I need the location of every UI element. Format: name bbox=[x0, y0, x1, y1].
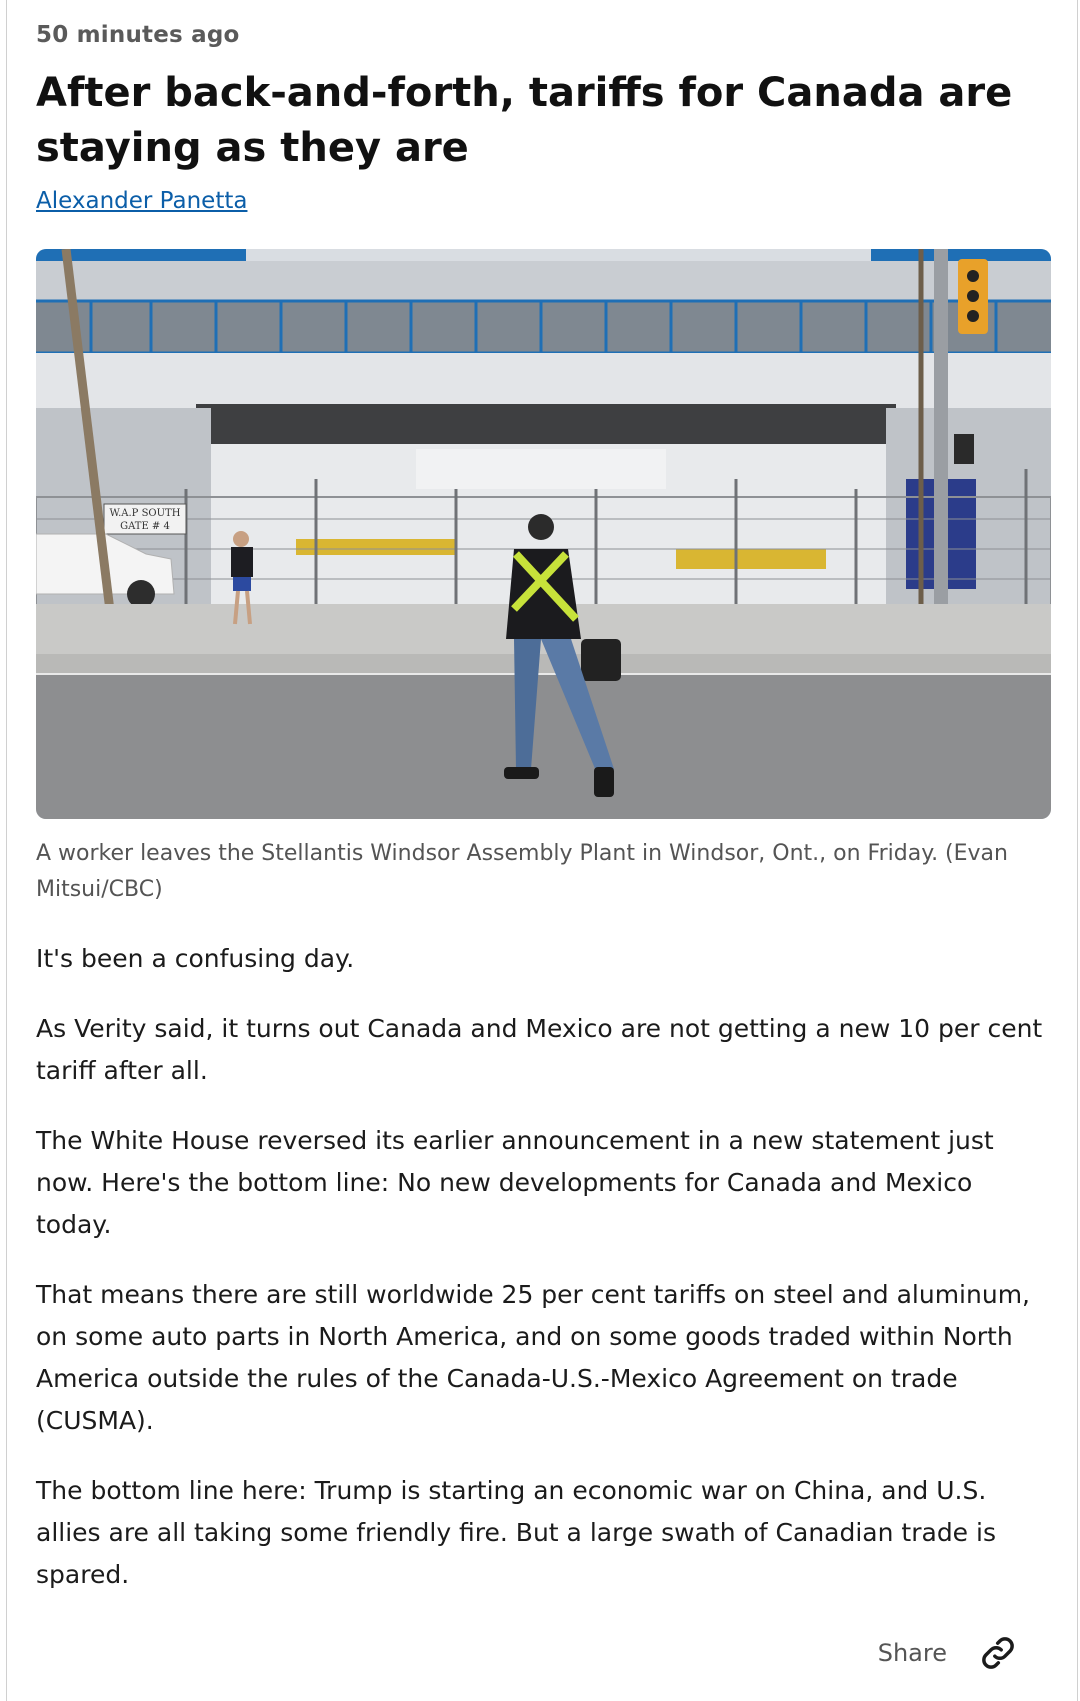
share-button[interactable]: Share bbox=[877, 1639, 947, 1667]
gate-sign-line1: W.A.P SOUTH bbox=[109, 508, 181, 519]
paragraph: As Verity said, it turns out Canada and Mexico are not getting a new 10 per cent tariff after all. bbox=[36, 1014, 1043, 1085]
post-timestamp: 50 minutes ago bbox=[36, 22, 240, 48]
photo-illustration bbox=[36, 249, 1051, 819]
photo-caption: A worker leaves the Stellantis Windsor Assembly Plant in Windsor, Ont., on Friday. (Evan Mitsui/CBC) bbox=[36, 841, 1008, 902]
gate-sign-line2: GATE # 4 bbox=[120, 521, 170, 532]
paragraph: The bottom line here: Trump is starting an economic war on China, and U.S. allies are all taking some friendly fire. But a large swath of Canadian trade is spared. bbox=[36, 1476, 996, 1589]
author-link[interactable]: Alexander Panetta bbox=[36, 188, 248, 214]
link-icon[interactable] bbox=[979, 1634, 1017, 1672]
share-bar bbox=[878, 1634, 1017, 1672]
paragraph: That means there are still worldwide 25 per cent tariffs on steel and aluminum, on some auto parts in North America, and on some goods traded within North America outside the rules of the Canada-U.S.-Mexico Agreement on trade (CUSMA). bbox=[36, 1280, 1030, 1435]
post-body bbox=[36, 938, 1046, 1624]
post-headline: After back-and-forth, tariffs for Canada are staying as they are bbox=[36, 70, 1013, 171]
article-photo bbox=[36, 249, 1051, 819]
paragraph: It's been a confusing day. bbox=[36, 944, 355, 973]
live-blog-post bbox=[6, 0, 1078, 1701]
paragraph: The White House reversed its earlier announcement in a new statement just now. Here's the bottom line: No new developments for Canada and Mexico today. bbox=[36, 1126, 994, 1239]
